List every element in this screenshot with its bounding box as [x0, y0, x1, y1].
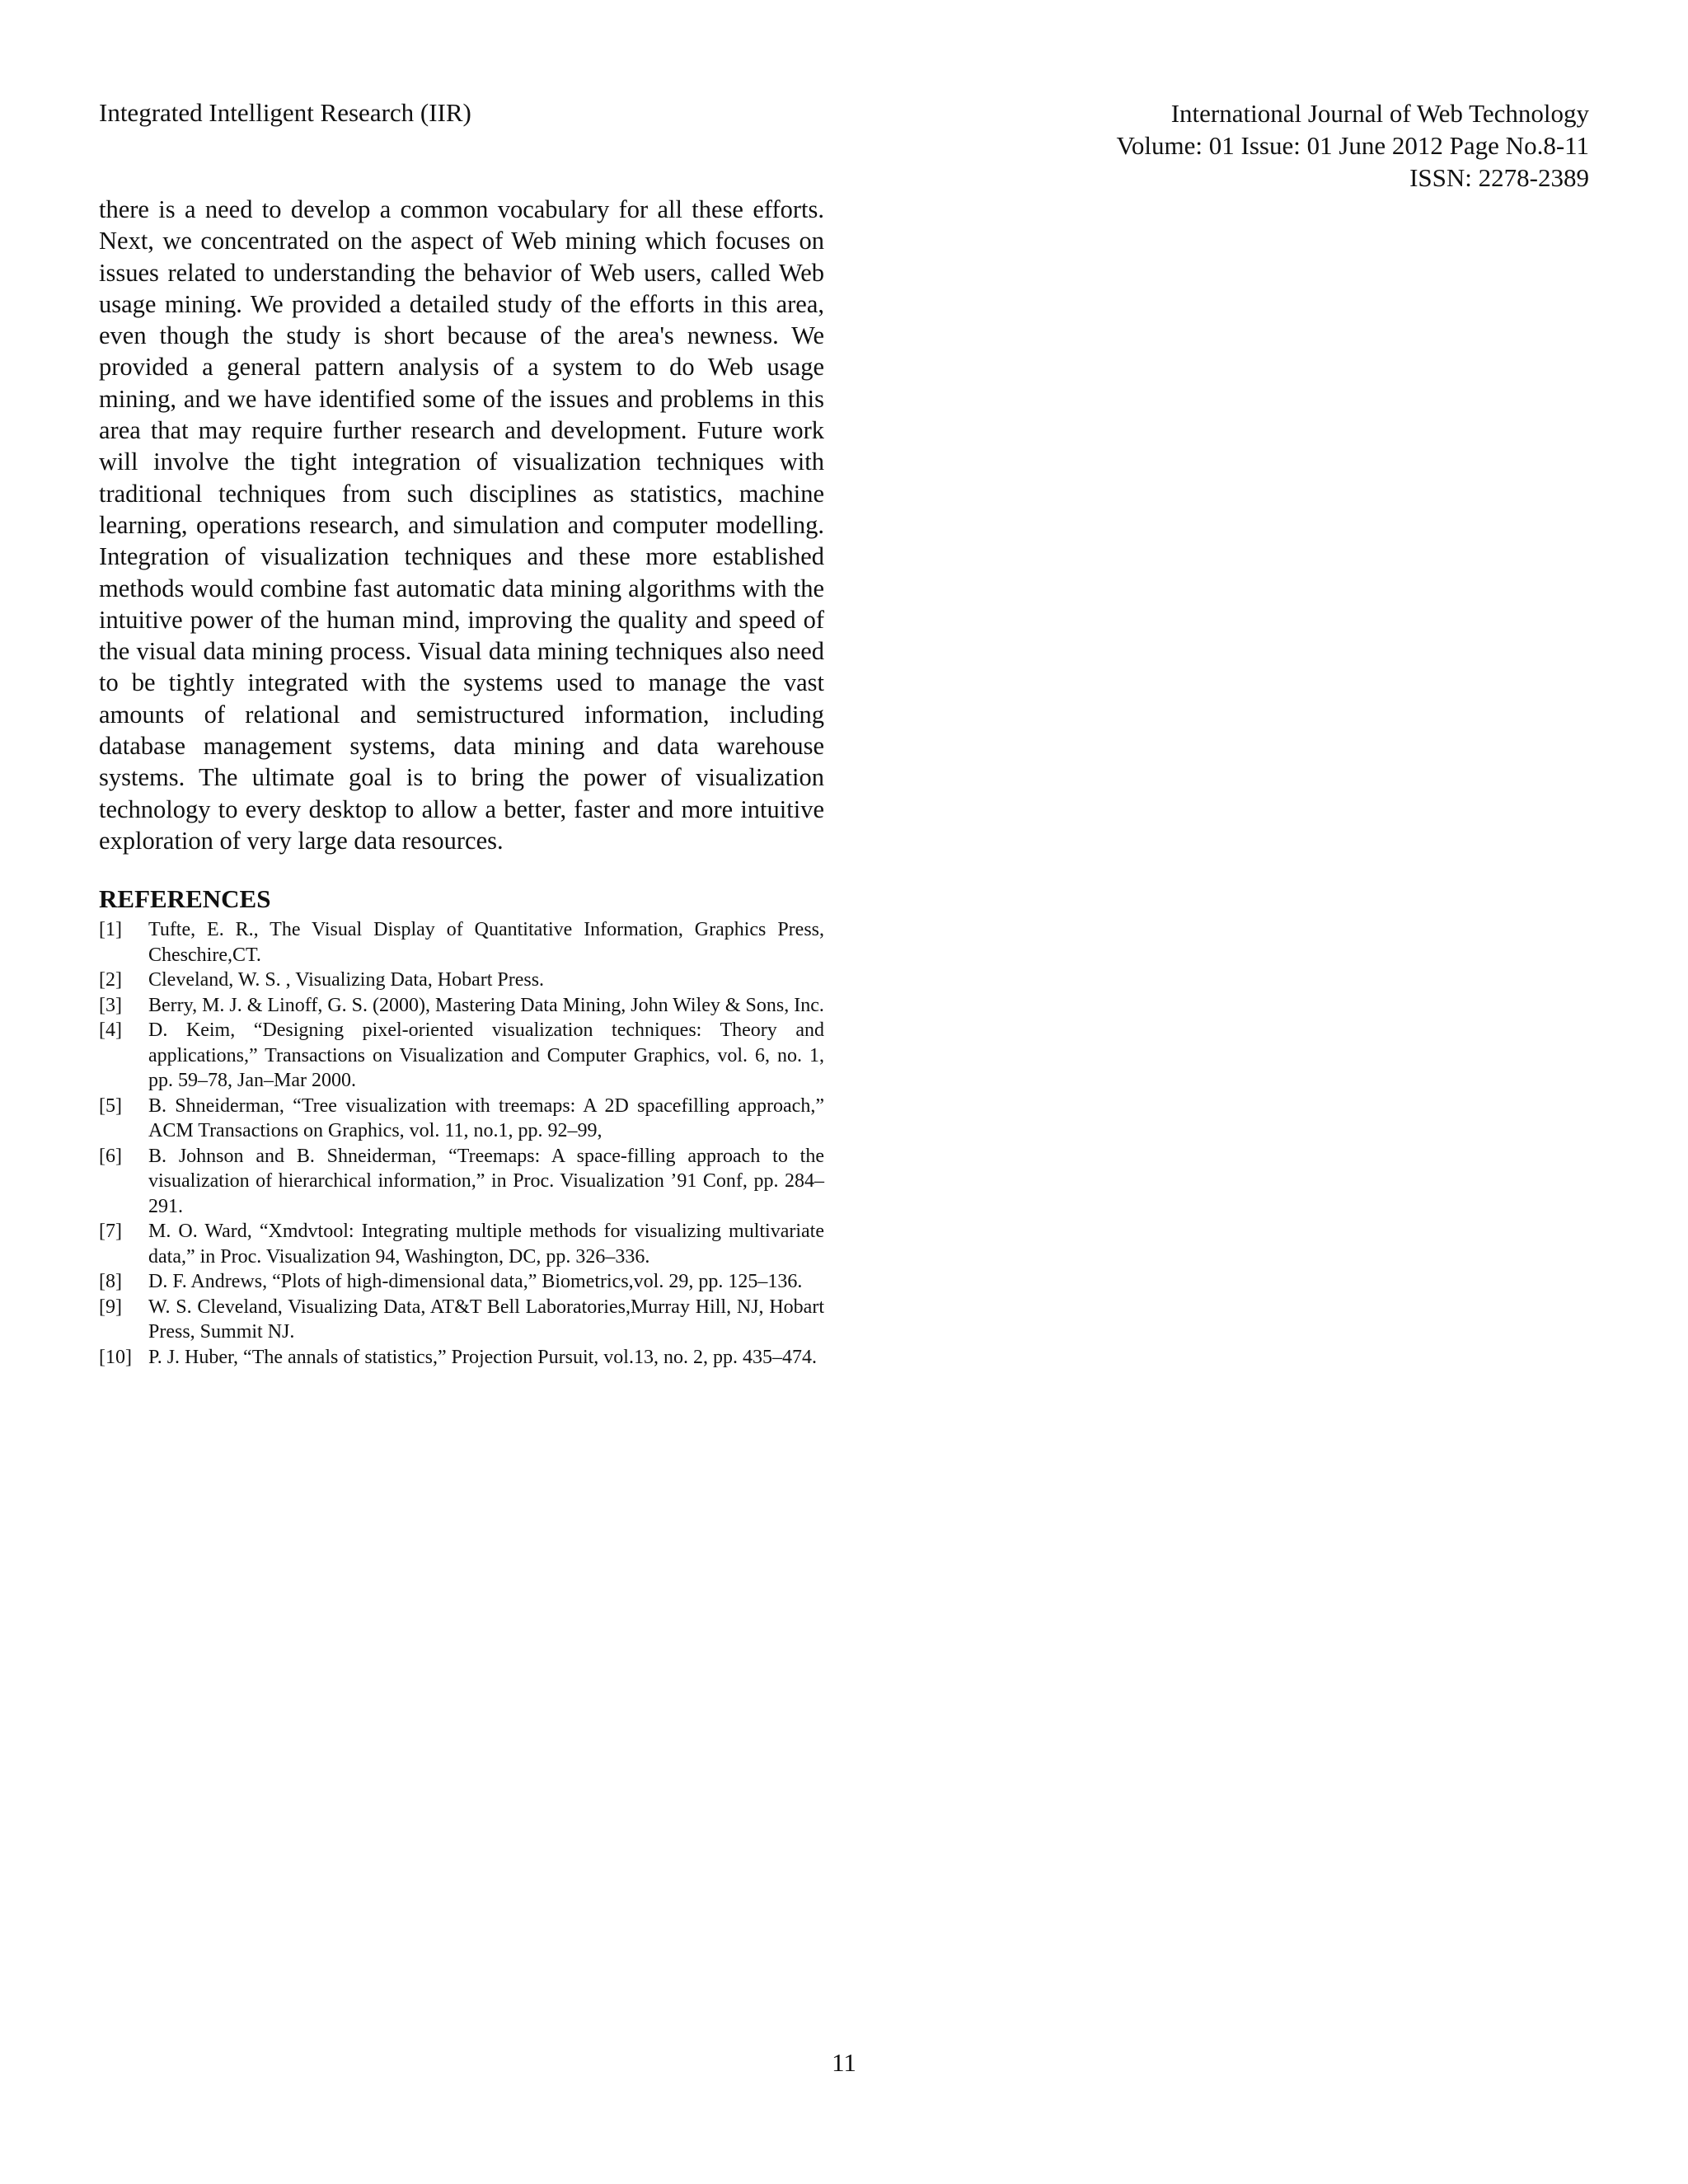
references-list [99, 917, 824, 1370]
reference-number: [2] [99, 969, 122, 991]
reference-number: [10] [99, 1346, 132, 1368]
journal-title: International Journal of Web Technology [1170, 99, 1589, 128]
reference-number: [8] [99, 1271, 122, 1293]
reference-item [99, 1144, 824, 1220]
reference-number: [4] [99, 1019, 122, 1042]
reference-item [99, 1295, 824, 1345]
reference-number: [3] [99, 994, 122, 1016]
left-column [99, 194, 824, 1370]
reference-item [99, 1269, 824, 1295]
reference-text: Cleveland, W. S. , Visualizing Data, Hobart Press. [148, 969, 545, 991]
running-header-left: Integrated Intelligent Research (IIR) [99, 98, 471, 127]
reference-text: B. Shneiderman, “Tree visualization with treemaps: A 2D spacefilling approach,” ACM Transactions on Graphics, vol. 11, no.1, pp. 92–99, [148, 1094, 824, 1142]
reference-text: D. F. Andrews, “Plots of high-dimensional data,” Biometrics,vol. 29, pp. 125–136. [148, 1271, 803, 1293]
reference-text: D. Keim, “Designing pixel-oriented visualization techniques: Theory and applications,” Transactions on Visualization and Computer Graphics, vol. 6, no. 1, pp. 59–78, Jan–Mar 2000. [148, 1019, 824, 1092]
reference-text: M. O. Ward, “Xmdvtool: Integrating multiple methods for visualizing multivariate data,” in Proc. Visualization 94, Washington, DC, pp. 326–336. [148, 1221, 824, 1268]
reference-text: W. S. Cleveland, Visualizing Data, AT&T Bell Laboratories,Murray Hill, NJ, Hobart Press, Summit NJ. [148, 1296, 824, 1343]
body-paragraph: there is a need to develop a common vocabulary for all these efforts. Next, we concentrated on the aspect of Web mining which focuses on issues related to understanding the behavior of Web users, called Web usage mining. We provided a detailed study of the efforts in this area, even though the study is short because of the area's newness. We provided a general pattern analysis of a system to do Web usage mining, and we have identified some of the issues and problems in this area that may require further research and development. Future work will involve the tight integration of visualization techniques with traditional techniques from such disciplines as statistics, machine learning, operations research, and simulation and computer modelling. Integration of visualization techniques and these more established methods would combine fast automatic data mining algorithms with the intuitive power of the human mind, improving the quality and speed of the visual data mining process. Visual data mining techniques also need to be tightly integrated with the systems used to manage the vast amounts of relational and semistructured information, including database management systems, data mining and data warehouse systems. The ultimate goal is to bring the power of visualization technology to every desktop to allow a better, faster and more intuitive exploration of very large data resources. [99, 195, 824, 855]
reference-item [99, 1345, 824, 1371]
reference-number: [6] [99, 1145, 122, 1167]
reference-text: Tufte, E. R., The Visual Display of Quantitative Information, Graphics Press, Cheschire,CT. [148, 919, 824, 966]
reference-number: [5] [99, 1094, 122, 1117]
page-number: 11 [832, 2048, 856, 2077]
reference-item [99, 1219, 824, 1269]
references-heading: REFERENCES [99, 884, 271, 914]
issn-line: ISSN: 2278-2389 [1409, 163, 1589, 192]
reference-text: B. Johnson and B. Shneiderman, “Treemaps: A space-filling approach to the visualization of hierarchical information,” in Proc. Visualization ’91 Conf, pp. 284–291. [148, 1145, 824, 1217]
reference-item [99, 1018, 824, 1094]
volume-issue-line: Volume: 01 Issue: 01 June 2012 Page No.8-11 [1116, 131, 1589, 160]
reference-number: [7] [99, 1221, 122, 1243]
reference-number: [1] [99, 919, 122, 941]
reference-item [99, 993, 824, 1019]
reference-number: [9] [99, 1296, 122, 1318]
reference-item [99, 968, 824, 993]
reference-text: P. J. Huber, “The annals of statistics,” Projection Pursuit, vol.13, no. 2, pp. 435–474. [148, 1346, 817, 1368]
reference-item [99, 1094, 824, 1144]
reference-text: Berry, M. J. & Linoff, G. S. (2000), Mastering Data Mining, John Wiley & Sons, Inc. [148, 994, 824, 1016]
running-header-right [847, 97, 1589, 194]
reference-item [99, 917, 824, 968]
